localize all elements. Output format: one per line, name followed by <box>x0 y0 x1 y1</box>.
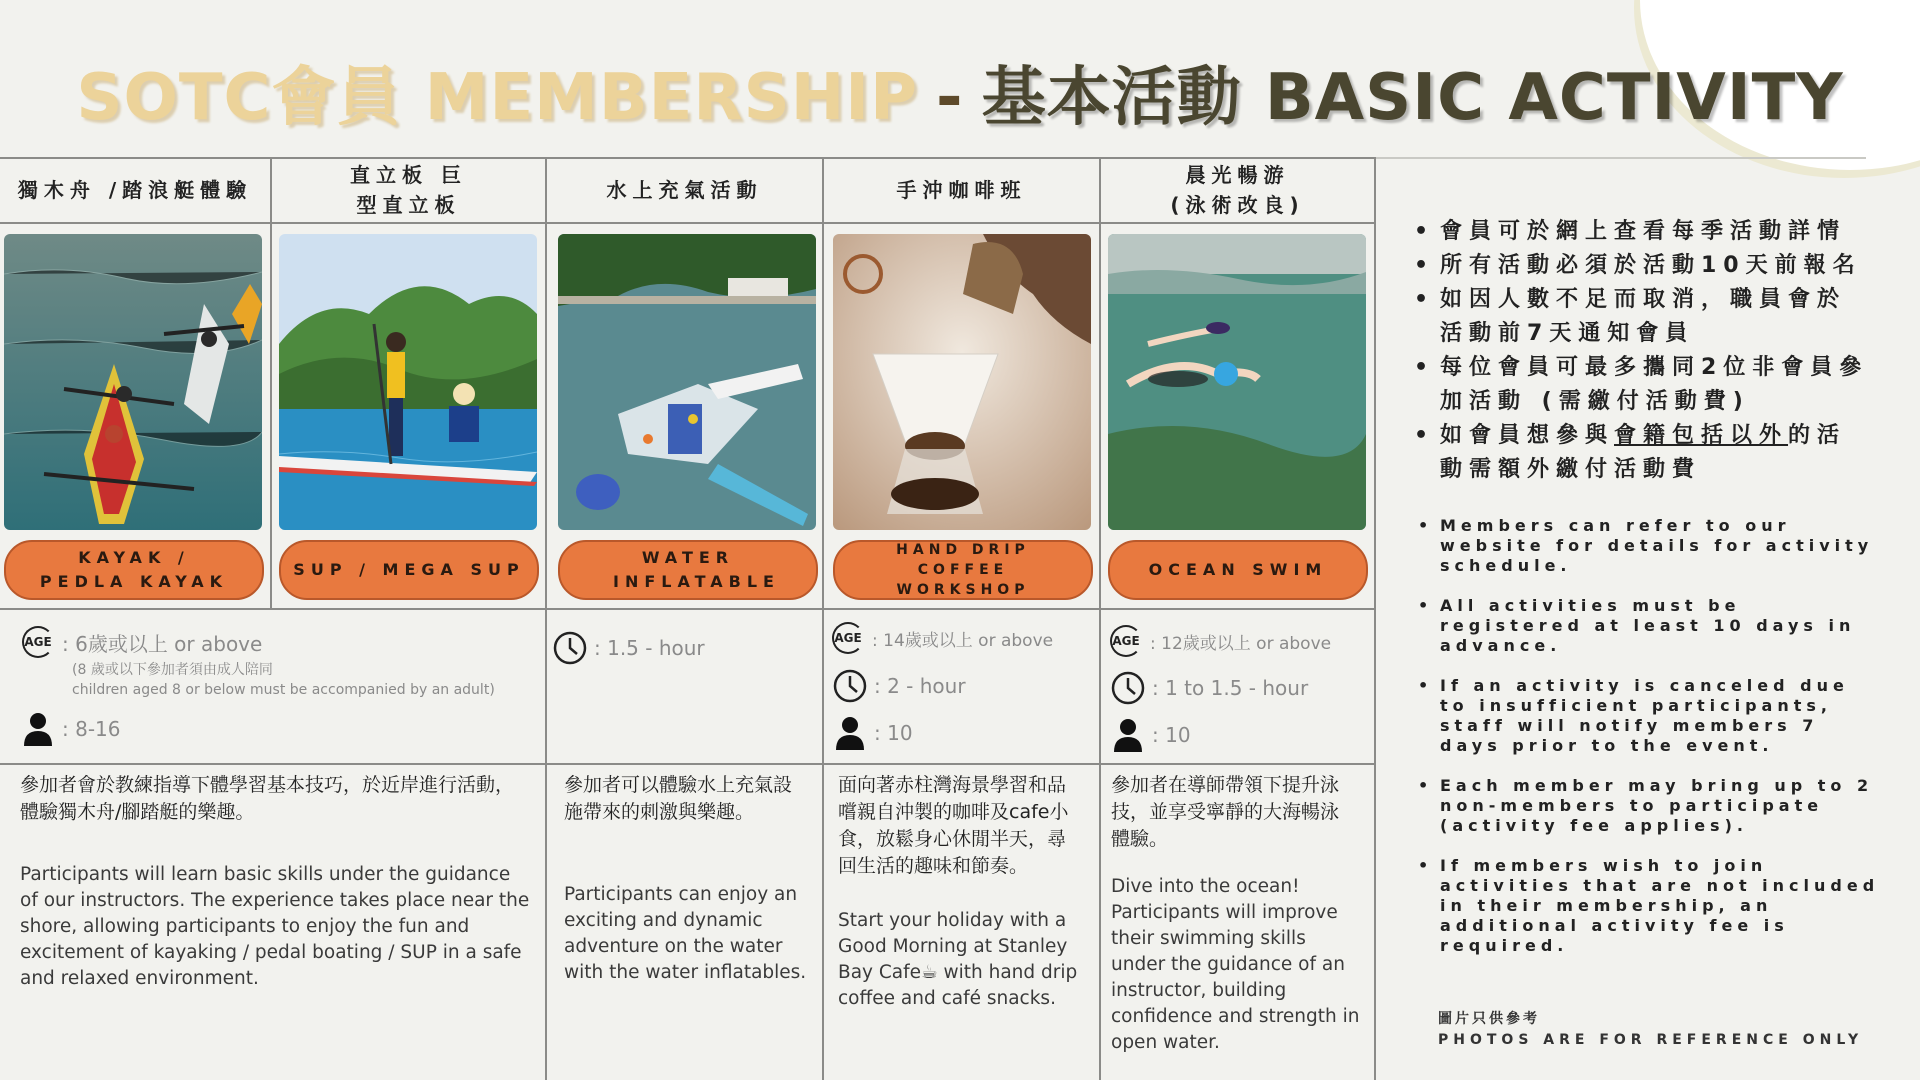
rules-list-en <box>1418 516 1880 976</box>
kayak-age-note-en: children aged 8 or below must be accompanied by an adult) <box>72 682 495 698</box>
col-divider-1 <box>270 157 272 608</box>
rule-zh-item: • 所有活動必須於活動10天前報名 <box>1414 249 1874 283</box>
swim-people-text: : 10 <box>1152 723 1191 747</box>
swim-description-en: Dive into the ocean! Participants will improve their swimming skills under the guidance of an instructor, building confidence and strength in open water. <box>1111 876 1360 1053</box>
rule-en-item: • If an activity is canceled due to insufficient participants, staff will notify members 7 days prior to the event. <box>1418 676 1880 756</box>
coffee-label-pill <box>833 540 1093 600</box>
sup-label-pill: SUP / MEGA SUP <box>279 540 539 600</box>
column-header-kayak: 獨木舟 /踏浪艇體驗 <box>17 178 253 202</box>
kayak-label-text: KAYAK / PEDLA KAYAK <box>39 548 229 591</box>
rule-zh-last-before: 如會員想參與 <box>1440 423 1615 448</box>
swim-age-text: : 12歲或以上 or above <box>1150 633 1332 654</box>
photo-disclaimer-en: PHOTOS ARE FOR REFERENCE ONLY <box>1438 1032 1864 1048</box>
column-header-sup <box>272 158 545 222</box>
inflatable-description-en: Participants can enjoy an exciting and dynamic adventure on the water with the water inflatables. <box>564 884 807 983</box>
clock-icon <box>552 630 588 666</box>
water-inflatable-label-text: WATER INFLATABLE <box>613 548 780 591</box>
kayak-people-text: : 8-16 <box>62 717 121 741</box>
coffee-photo <box>833 234 1091 530</box>
rule-zh-last-after: 的活動需額外繳付活動費 <box>1440 423 1847 482</box>
clock-icon <box>832 668 868 704</box>
person-icon <box>22 712 54 746</box>
kayak-description-zh: 參加者會於教練指導下體學習基本技巧，於近岸進行活動，體驗獨木舟/腳踏艇的樂趣。 <box>20 774 515 823</box>
sup-photo <box>279 234 537 530</box>
kayak-photo <box>4 234 262 530</box>
page-title <box>0 46 1920 138</box>
kayak-age-text: : 6歲或以上 or above <box>62 631 263 656</box>
coffee-age-row <box>832 622 1053 654</box>
kayak-photo-art <box>4 234 262 530</box>
coffee-photo-art <box>833 234 1091 530</box>
kayak-description-en: Participants will learn basic skills under the guidance of our instructors. The experience takes place near the shore, allowing participants to enjoy the fun and excitement of kayaking / pedal boating / SUP in a safe and relaxed environment. <box>20 864 530 989</box>
swim-duration-text: : 1 to 1.5 - hour <box>1152 676 1309 700</box>
coffee-description-zh: 面向著赤柱灣海景學習和品嚐親自沖製的咖啡及cafe小食，放鬆身心休閒半天，尋回生活的趣味和節奏。 <box>838 774 1069 877</box>
water-inflatable-photo <box>558 234 816 530</box>
water-inflatable-photo-art <box>558 234 816 530</box>
rule-zh-item: • 每位會員可最多攜同2位非會員參加活動 (需繳付活動費) <box>1414 351 1874 419</box>
col-divider-3 <box>822 157 824 1080</box>
person-icon <box>834 716 866 750</box>
rules-list-zh <box>1414 215 1874 487</box>
kayak-label-pill <box>4 540 264 600</box>
rule-zh-item: • 如因人數不足而取消，職員會於活動前7天通知會員 <box>1414 283 1874 351</box>
inflatable-duration-text: : 1.5 - hour <box>594 636 705 660</box>
clock-icon <box>1110 670 1146 706</box>
column-header-sup-text: 直立板 巨型直立板 <box>350 163 467 217</box>
rule-zh-item <box>1414 419 1874 487</box>
rule-en-item: • Each member may bring up to 2 non-members to participate (activity fee applies). <box>1418 776 1880 836</box>
swim-description-zh: 參加者在導師帶領下提升泳技，並享受寧靜的大海暢泳體驗。 <box>1111 774 1340 850</box>
inflatable-duration-row <box>552 630 705 666</box>
rule-en-item: • Members can refer to our website for details for activity schedule. <box>1418 516 1880 576</box>
coffee-duration-row <box>832 668 966 704</box>
rule-en-item: • If members wish to join activities that are not included in their membership, an additional activity fee is required. <box>1418 856 1880 956</box>
ocean-swim-photo-art <box>1108 234 1366 530</box>
person-icon <box>1112 718 1144 752</box>
rule-zh-last-underlined: 會籍包括以外 <box>1614 423 1789 448</box>
rule-en-item: • All activities must be registered at least 10 days in advance. <box>1418 596 1880 656</box>
kayak-age-note-zh: (8 歲或以下參加者須由成人陪同 <box>72 662 273 678</box>
sup-photo-art <box>279 234 537 530</box>
column-header-swim-text: 晨光暢游 (泳術改良) <box>1170 163 1305 217</box>
column-header-coffee: 手沖咖啡班 <box>896 178 1027 202</box>
age-icon: AGE <box>22 626 54 658</box>
coffee-people-text: : 10 <box>874 721 913 745</box>
coffee-age-text: : 14歲或以上 or above <box>872 630 1054 651</box>
col-divider-5 <box>1374 157 1376 1080</box>
coffee-people-row <box>834 716 913 750</box>
title-separator: - <box>936 61 964 135</box>
coffee-label-text: HAND DRIP COFFEE WORKSHOP <box>896 542 1030 598</box>
kayak-age-row <box>22 626 262 658</box>
info-row-divider <box>0 763 1376 765</box>
age-icon: AGE <box>832 622 864 654</box>
coffee-description-en: Start your holiday with a Good Morning at Stanley Bay Cafe☕ with hand drip coffee and café snacks. <box>838 910 1078 1009</box>
ocean-swim-label-pill: OCEAN SWIM <box>1108 540 1368 600</box>
kayak-people-row <box>22 712 121 746</box>
age-icon: AGE <box>1110 625 1142 657</box>
column-header-inflatable: 水上充氣活動 <box>606 178 763 202</box>
col-divider-4 <box>1099 157 1101 1080</box>
photo-row-divider <box>0 608 1376 610</box>
title-basic-activity: 基本活動 BASIC ACTIVITY <box>981 61 1844 135</box>
column-header-swim <box>1101 158 1374 222</box>
coffee-duration-text: : 2 - hour <box>874 674 966 698</box>
swim-age-row <box>1110 625 1331 657</box>
col-divider-2 <box>545 157 547 1080</box>
swim-people-row <box>1112 718 1191 752</box>
ocean-swim-photo <box>1108 234 1366 530</box>
swim-duration-row <box>1110 670 1308 706</box>
rules-top-border <box>1376 157 1866 159</box>
water-inflatable-label-pill <box>558 540 818 600</box>
rule-zh-item: • 會員可於網上查看每季活動詳情 <box>1414 215 1874 249</box>
header-divider <box>0 222 1376 224</box>
inflatable-description-zh: 參加者可以體驗水上充氣設施帶來的刺激與樂趣。 <box>564 774 793 823</box>
title-membership: SOTC會員 MEMBERSHIP <box>76 61 919 135</box>
photo-disclaimer-zh: 圖片只供參考 <box>1438 1011 1540 1027</box>
